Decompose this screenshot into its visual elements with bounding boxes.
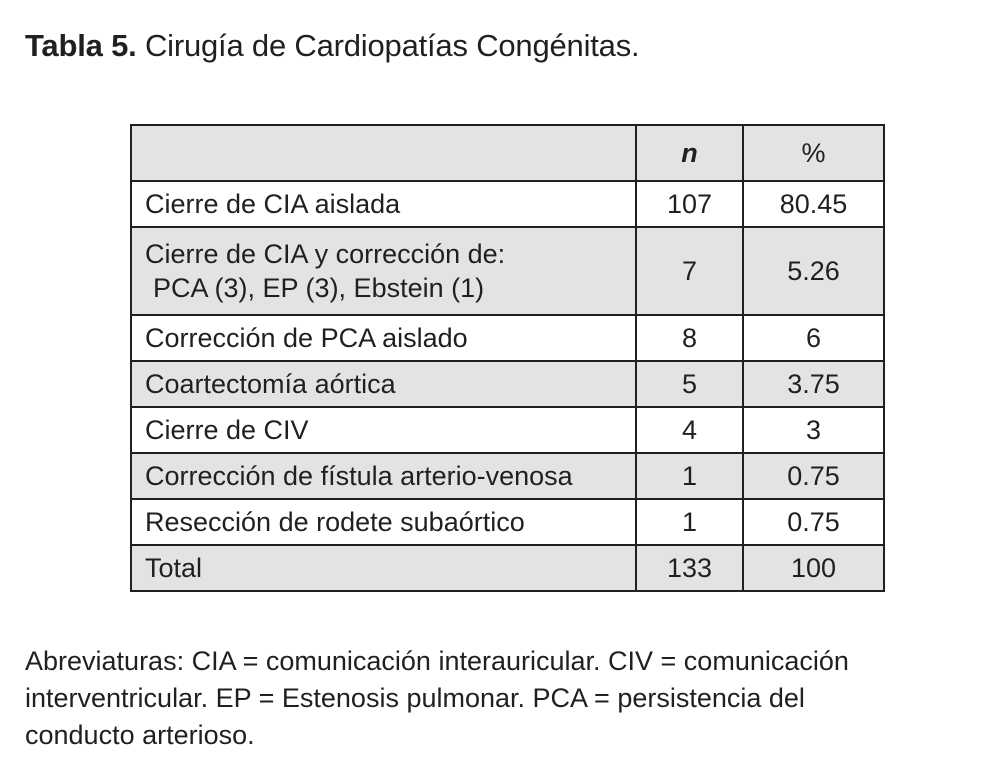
n-cell: 107 xyxy=(636,181,743,227)
table-number-label: Tabla 5. xyxy=(25,28,137,63)
footnote-line: Abreviaturas: CIA = comunicación interauricular. CIV = comunicación xyxy=(25,646,849,676)
procedure-line-1: Cierre de CIA y corrección de: xyxy=(145,239,506,269)
percent-cell: 3.75 xyxy=(743,361,884,407)
n-cell: 133 xyxy=(636,545,743,591)
table-row xyxy=(131,361,884,407)
procedure-cell: Cierre de CIA aislada xyxy=(131,181,636,227)
table-row xyxy=(131,407,884,453)
procedure-cell: Coartectomía aórtica xyxy=(131,361,636,407)
percent-cell: 5.26 xyxy=(743,227,884,315)
table-title xyxy=(25,28,639,64)
procedure-cell: Corrección de PCA aislado xyxy=(131,315,636,361)
table-row xyxy=(131,499,884,545)
procedure-cell: Corrección de fístula arterio-venosa xyxy=(131,453,636,499)
footnote-line: interventricular. EP = Estenosis pulmonar. PCA = persistencia del xyxy=(25,683,805,713)
procedure-line-2: PCA (3), EP (3), Ebstein (1) xyxy=(153,273,485,303)
percent-cell: 100 xyxy=(743,545,884,591)
header-n: n xyxy=(636,125,743,181)
n-cell: 1 xyxy=(636,499,743,545)
percent-cell: 0.75 xyxy=(743,453,884,499)
surgery-table xyxy=(130,124,885,592)
table-total-row xyxy=(131,545,884,591)
table-row xyxy=(131,227,884,315)
table-row xyxy=(131,453,884,499)
footnote-line: conducto arterioso. xyxy=(25,720,255,750)
table-row xyxy=(131,181,884,227)
percent-cell: 3 xyxy=(743,407,884,453)
percent-cell: 0.75 xyxy=(743,499,884,545)
procedure-cell: Resección de rodete subaórtico xyxy=(131,499,636,545)
procedure-cell: Total xyxy=(131,545,636,591)
table-header-row xyxy=(131,125,884,181)
table-title-text: Cirugía de Cardiopatías Congénitas. xyxy=(144,28,640,63)
abbreviations-footnote xyxy=(25,643,975,754)
header-percent: % xyxy=(743,125,884,181)
n-cell: 7 xyxy=(636,227,743,315)
percent-cell: 6 xyxy=(743,315,884,361)
procedure-cell xyxy=(131,227,636,315)
header-procedure xyxy=(131,125,636,181)
percent-cell: 80.45 xyxy=(743,181,884,227)
n-cell: 5 xyxy=(636,361,743,407)
procedure-cell: Cierre de CIV xyxy=(131,407,636,453)
table-row xyxy=(131,315,884,361)
n-cell: 8 xyxy=(636,315,743,361)
n-cell: 4 xyxy=(636,407,743,453)
n-cell: 1 xyxy=(636,453,743,499)
